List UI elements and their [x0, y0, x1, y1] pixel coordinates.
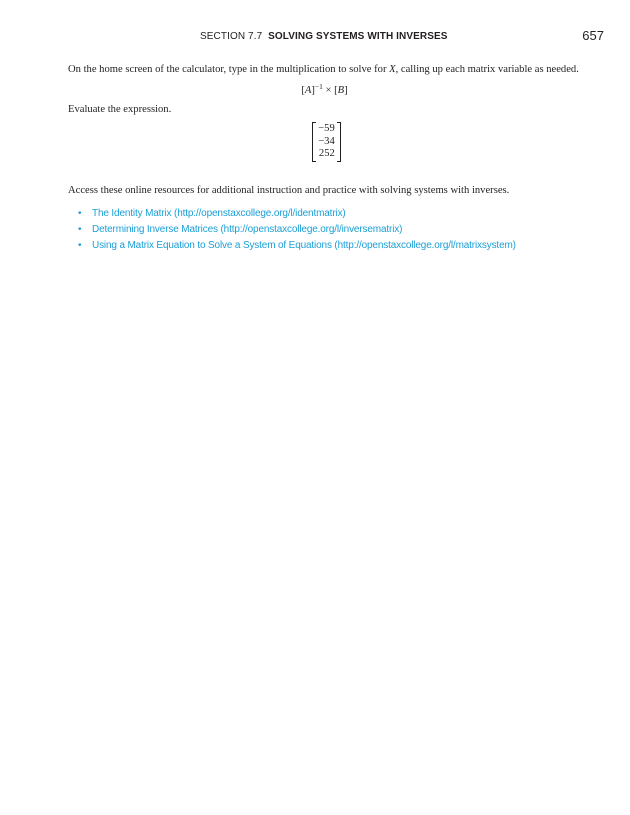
resource-link-matrix-equation[interactable]: Using a Matrix Equation to Solve a System of Equations (http://openstaxcollege.org/l/matrixsystem)	[92, 239, 516, 251]
eq-right-close: ]	[344, 85, 348, 96]
intro-paragraph	[68, 63, 583, 77]
intro-text-before: On the home screen of the calculator, type in the multiplication to solve for	[68, 64, 390, 75]
page-number: 657	[582, 28, 604, 43]
bullet-icon: •	[78, 207, 82, 219]
eq-left-close: ]	[311, 85, 315, 96]
matrix-entries	[316, 122, 337, 162]
access-resources-paragraph: Access these online resources for additional instruction and practice with solving systems with inverses.	[68, 184, 510, 196]
page-content	[68, 63, 583, 254]
bullet-icon: •	[78, 239, 82, 251]
evaluate-paragraph: Evaluate the expression.	[68, 104, 172, 115]
resource-link-inverse-matrices[interactable]: Determining Inverse Matrices (http://openstaxcollege.org/l/inversematrix)	[92, 223, 403, 235]
matrix-right-bracket	[337, 122, 341, 162]
inverse-product-equation	[67, 84, 582, 98]
eq-operator: ×	[322, 85, 335, 96]
list-item	[68, 222, 583, 238]
result-matrix-container	[69, 122, 584, 162]
page-header	[0, 30, 630, 46]
running-head	[200, 31, 448, 42]
intro-text-after: , calling up each matrix variable as needed.	[395, 64, 579, 75]
eq-left-open: [	[301, 85, 305, 96]
matrix-left-bracket	[312, 122, 316, 162]
eq-exponent: −1	[314, 82, 323, 91]
matrix-entry: 252	[318, 148, 335, 159]
eq-right-open: [	[334, 85, 338, 96]
intro-variable: X	[389, 64, 396, 75]
section-title: SOLVING SYSTEMS WITH INVERSES	[268, 31, 448, 42]
bullet-icon: •	[78, 223, 82, 235]
eq-right-var: B	[337, 85, 345, 96]
resource-link-identity-matrix[interactable]: The Identity Matrix (http://openstaxcollege.org/l/identmatrix)	[92, 207, 346, 219]
resource-list	[68, 206, 583, 254]
section-label: SECTION 7.7	[200, 31, 263, 42]
list-item	[68, 238, 583, 254]
eq-left-var: A	[304, 85, 312, 96]
matrix-entry: −34	[318, 135, 335, 147]
list-item	[68, 206, 583, 222]
result-matrix	[312, 122, 341, 162]
matrix-entry: −59	[318, 123, 335, 134]
